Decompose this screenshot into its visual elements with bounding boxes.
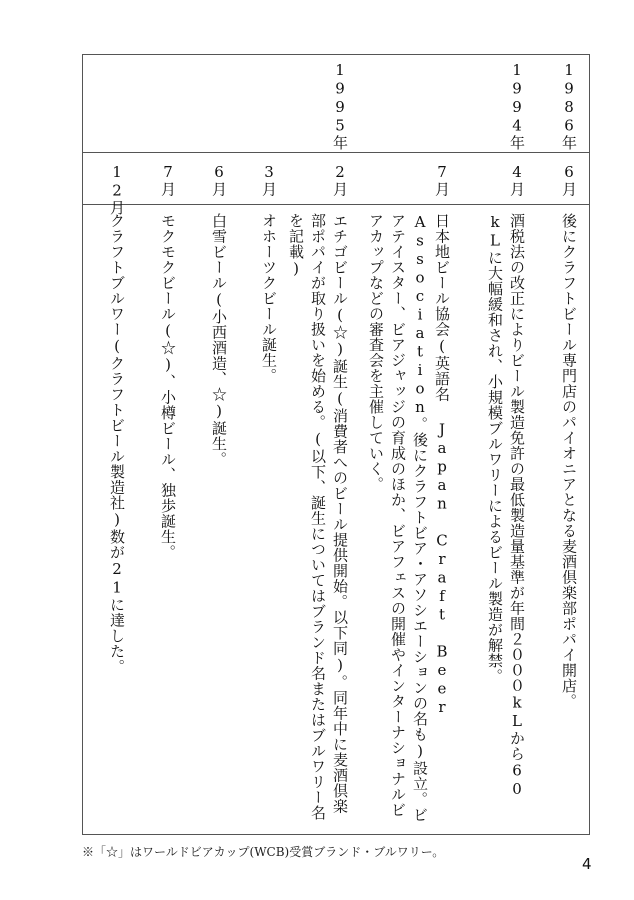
event-cell: 酒税法の改正によりビール製造免許の最低製造量基準が年間２０００kLから60 kLに大幅緩和され、小規模ブルワリーによるビール製造が解禁。	[486, 213, 526, 799]
month-cell: 4月	[508, 163, 526, 197]
month-cell: 6月	[560, 163, 578, 197]
table-row	[486, 55, 528, 834]
year-cell	[426, 61, 453, 149]
event-cell: 白雪ビール(小西酒造、☆)誕生。	[210, 213, 228, 467]
event-cell: 後にクラフトビール専門店のパイオニアとなる麦酒倶楽部ポパイ開店。	[560, 213, 578, 709]
footnote: ※「☆」はワールドビアカップ(WCB)受賞ブランド・ブルワリー。	[82, 845, 445, 859]
year-cell	[253, 61, 280, 149]
table-row	[553, 55, 580, 834]
table-row	[367, 55, 453, 834]
event-cell: エチゴビール(☆)誕生(消費者へのビール提供開始。以下同)。同年中に麦酒倶楽部ポパイが取り扱いを始める。(以下、誕生についてはブランド名またはブルワリー名を記載)	[287, 213, 349, 821]
table-row	[101, 55, 128, 834]
month-cell: 7月	[159, 163, 177, 197]
month-cell: 6月	[210, 163, 228, 197]
year-cell: 1986年	[560, 61, 578, 151]
month-cell: 12月	[108, 163, 126, 216]
chronology-table	[82, 54, 590, 835]
event-cell: クラフトブルワー(クラフトビール製造社)数が21に達した。	[108, 213, 126, 675]
table-row	[203, 55, 230, 834]
month-cell: 3月	[260, 163, 278, 197]
year-cell: 1994年	[508, 61, 526, 151]
event-cell: モクモクビール(☆)、小樽ビール、独歩誕生。	[159, 213, 177, 560]
event-cell: オホーツクビール誕生。	[260, 213, 278, 384]
month-cell: 7月	[433, 163, 451, 197]
event-cell: 日本地ビール協会(英語名 Japan Craft Beer Association。後にクラフトビア・アソシエーションの名も)設立。ビアテイスター、ビアジャッジの育成のほか、ビアフェスの開催やインターナショナルビアカップなどの審査会を主催していく。	[367, 213, 451, 823]
year-cell: 1995年	[331, 61, 349, 151]
month-cell: 2月	[331, 163, 349, 197]
table-row	[287, 55, 351, 834]
year-cell	[101, 61, 128, 149]
year-cell	[203, 61, 230, 149]
year-cell	[152, 61, 179, 149]
table-row	[253, 55, 280, 834]
table-row	[152, 55, 179, 834]
page-number: 4	[582, 855, 592, 873]
